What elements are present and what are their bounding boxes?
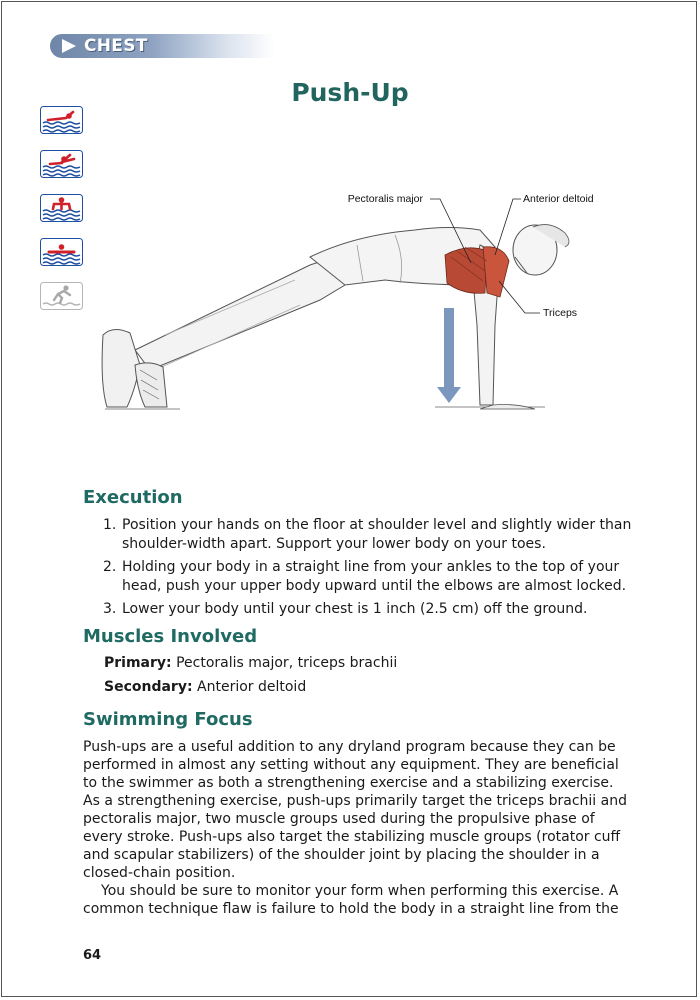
execution-step: 1. Position your hands on the floor at shoulder level and slightly wider than shoulder-width apart. Support your lower body on your toes.: [103, 517, 632, 552]
breaststroke-icon: [40, 194, 83, 222]
label-anterior-deltoid: Anterior deltoid: [523, 193, 594, 205]
secondary-muscles: [104, 679, 306, 695]
page-number: 64: [83, 948, 102, 963]
start-dive-icon: [40, 282, 83, 310]
leg-shape: [135, 255, 345, 370]
secondary-label: Secondary:: [104, 679, 193, 695]
muscles-heading: Muscles Involved: [83, 626, 258, 647]
primary-muscles: [104, 655, 397, 671]
secondary-value: Anterior deltoid: [197, 679, 307, 695]
execution-heading: Execution: [83, 487, 183, 508]
down-arrow-icon: [437, 308, 461, 403]
focus-paragraph: You should be sure to monitor your form when performing this exercise. A common technique flaw is failure to hold the body in a straight line from the: [83, 883, 619, 917]
section-label: CHEST: [84, 36, 148, 56]
swimming-focus-text: [83, 738, 628, 918]
butterfly-icon: [40, 150, 83, 178]
focus-paragraph: Push-ups are a useful addition to any dryland program because they can be performed in almost any setting without any equipment. They are beneficial to the swimmer as both a strengthening exercise and a stabilizing exercise. As a strengthening exercise, push-ups primarily target the triceps brachii and pectoralis major, two muscle groups used during the propulsive phase of every stroke. Push-ups also target the stabilizing muscle groups (rotator cuff and scapular stabilizers) of the shoulder joint by placing the shoulder in a closed-chain position.: [83, 739, 627, 881]
label-triceps: Triceps: [543, 307, 578, 319]
shoe-left: [102, 329, 140, 407]
page-title: Push-Up: [291, 78, 409, 107]
primary-label: Primary:: [104, 655, 172, 671]
stroke-icon-column: [40, 106, 83, 326]
section-tab: [50, 34, 275, 58]
label-pectoralis-major: Pectoralis major: [347, 193, 423, 205]
shoe-right: [135, 363, 167, 407]
deltoid-muscle: [483, 247, 509, 297]
freestyle-icon: [40, 106, 83, 134]
pectoralis-muscle: [445, 248, 487, 293]
swimming-focus-heading: Swimming Focus: [83, 709, 253, 730]
push-up-illustration: [95, 185, 615, 425]
primary-value: Pectoralis major, triceps brachii: [176, 655, 398, 671]
play-arrow-icon: [62, 39, 76, 53]
execution-step: 3. Lower your body until your chest is 1 inch (2.5 cm) off the ground.: [103, 601, 588, 617]
execution-steps: [103, 516, 633, 623]
backstroke-icon: [40, 238, 83, 266]
execution-step: 2. Holding your body in a straight line from your ankles to the top of your head, push your upper body upward until the elbows are almost locked.: [103, 559, 627, 594]
